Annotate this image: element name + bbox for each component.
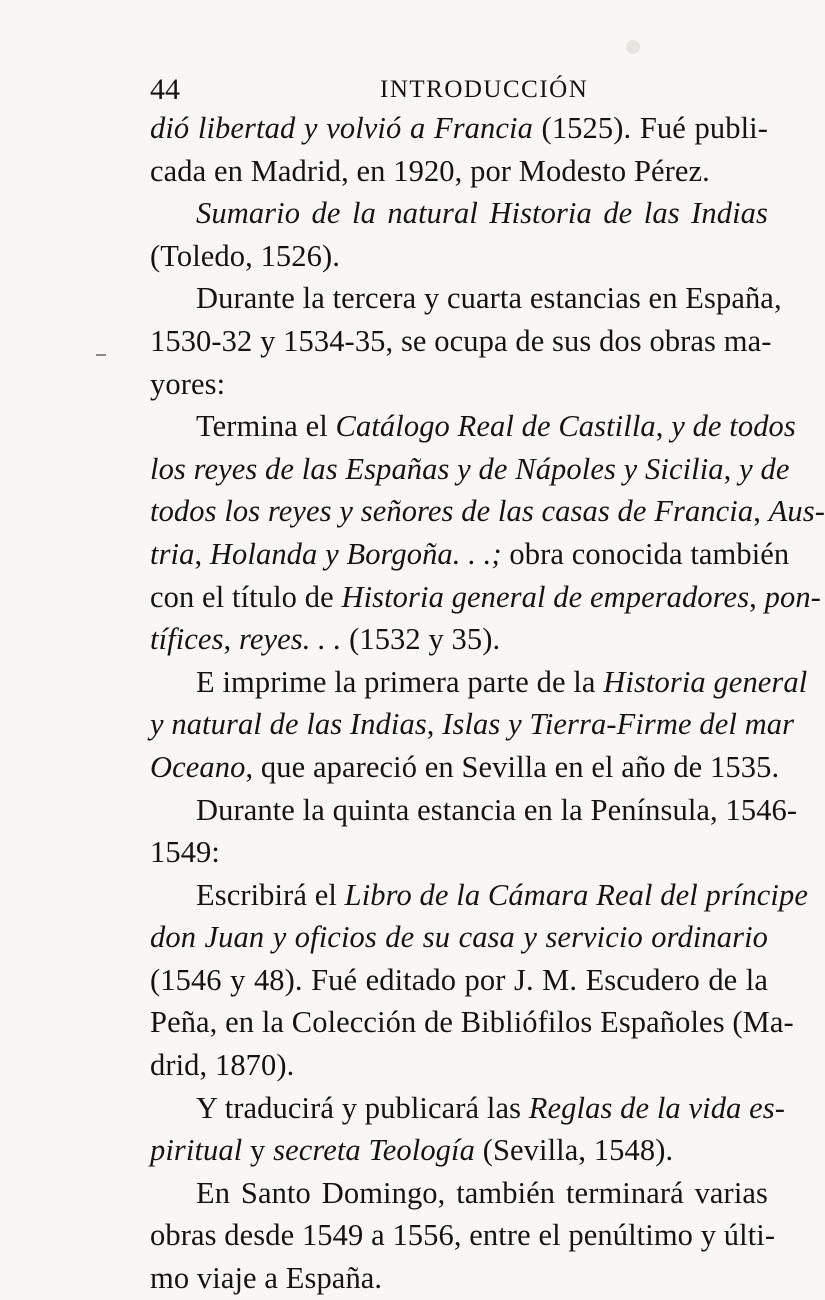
text-line: Durante la tercera y cuarta estancias en España,: [196, 281, 782, 316]
running-head: INTRODUCCIÓN: [380, 76, 589, 103]
text-line: yores:: [150, 366, 226, 401]
text-run: y: [242, 1133, 274, 1168]
text-line: [150, 490, 825, 533]
italic-title: Sumario de la natural Historia de las Indias: [196, 196, 768, 231]
text-line: [150, 618, 768, 661]
text-run: Y traducirá y publicará las: [196, 1090, 529, 1125]
italic-title: Catálogo Real de Castilla: [335, 409, 656, 444]
text-line: (Toledo, 1526).: [150, 238, 340, 273]
page-header: [150, 72, 760, 108]
page-number: 44: [150, 73, 180, 106]
text-line: mo viaje a España.: [150, 1261, 383, 1296]
text-run: , que apareció en Sevilla en el año de 1535.: [245, 749, 780, 784]
italic-title: y de todos: [671, 409, 796, 444]
text-line: [150, 661, 808, 704]
italic-title: don Juan y oficios de su casa y servicio ordinario: [150, 920, 768, 955]
text-line: [150, 746, 780, 789]
page-speck: [96, 354, 106, 356]
text-run: ,: [655, 409, 672, 444]
text-line: 1530-32 y 1534-35, se ocupa de sus dos obras ma-: [150, 323, 772, 358]
text-run: (Sevilla, 1548).: [474, 1133, 674, 1168]
text-run: con el título de: [150, 579, 342, 614]
text-run: (1525). Fué publi-: [532, 111, 768, 145]
text-line: Peña, en la Colección de Bibliófilos Españoles (Ma-: [150, 1005, 794, 1040]
text-line: [150, 533, 790, 576]
italic-title: tria: [150, 536, 195, 571]
body-text: [150, 107, 825, 1300]
text-line: obras desde 1549 a 1556, entre el penúltimo y últi-: [150, 1218, 776, 1253]
text-line: [150, 874, 808, 917]
text-line: cada en Madrid, en 1920, por Modesto Pérez.: [150, 153, 710, 188]
page-blemish: [626, 40, 640, 54]
text-run: Termina el: [196, 409, 336, 444]
text-line: 1549:: [150, 835, 220, 870]
italic-title: Holanda y Borgoña. . .;: [209, 536, 502, 571]
text-line: [150, 576, 821, 619]
italic-title: Historia general: [603, 664, 808, 699]
italic-title: y natural de las Indias: [150, 707, 427, 742]
italic-title: Oceano: [150, 749, 246, 784]
text-run: Escribirá el: [196, 877, 345, 912]
text-run: ,: [753, 494, 769, 529]
italic-title: dió libertad y volvió a Francia: [150, 111, 533, 145]
italic-title: reyes. . .: [239, 622, 342, 657]
text-run: ,: [749, 579, 765, 614]
text-line: [150, 703, 795, 746]
text-run: obra conocida también: [501, 536, 790, 571]
italic-title: Historia general de emperadores: [341, 579, 750, 614]
text-line: [150, 107, 768, 150]
italic-title: tífices: [150, 622, 224, 657]
text-run: ,: [723, 451, 740, 486]
text-run: ,: [426, 707, 443, 742]
italic-title: Reglas de la vida es-: [528, 1090, 785, 1125]
text-line: [150, 1129, 768, 1172]
italic-title: piritual: [150, 1133, 243, 1168]
italic-title: Libro de la Cámara Real del príncipe: [344, 877, 808, 912]
text-line: Durante la quinta estancia en la Península, 1546-: [196, 792, 798, 827]
italic-title: Islas y Tierra-Firme del mar: [442, 707, 795, 742]
italic-title: Aus-: [768, 494, 825, 529]
text-run: ,: [194, 536, 210, 571]
italic-title: todos los reyes y señores de las casas de Francia: [150, 494, 754, 529]
italic-title: los reyes de las Españas y de Nápoles y Sicilia: [150, 451, 724, 486]
italic-title: secreta Teología: [273, 1133, 475, 1168]
text-run: E imprime la primera parte de la: [196, 664, 604, 699]
text-line: [150, 405, 796, 448]
italic-title: y de: [739, 451, 790, 486]
text-run: ,: [223, 622, 239, 657]
text-line: drid, 1870).: [150, 1048, 295, 1083]
italic-title: pon-: [764, 579, 821, 614]
text-line: [150, 1087, 785, 1130]
text-run: (1532 y 35).: [341, 622, 501, 657]
text-line: [150, 192, 768, 235]
text-line: En Santo Domingo, también terminará varias: [196, 1175, 768, 1210]
text-line: (1546 y 48). Fué editado por J. M. Escudero de la: [150, 962, 768, 997]
text-line: [150, 448, 790, 491]
text-line: [150, 916, 768, 959]
